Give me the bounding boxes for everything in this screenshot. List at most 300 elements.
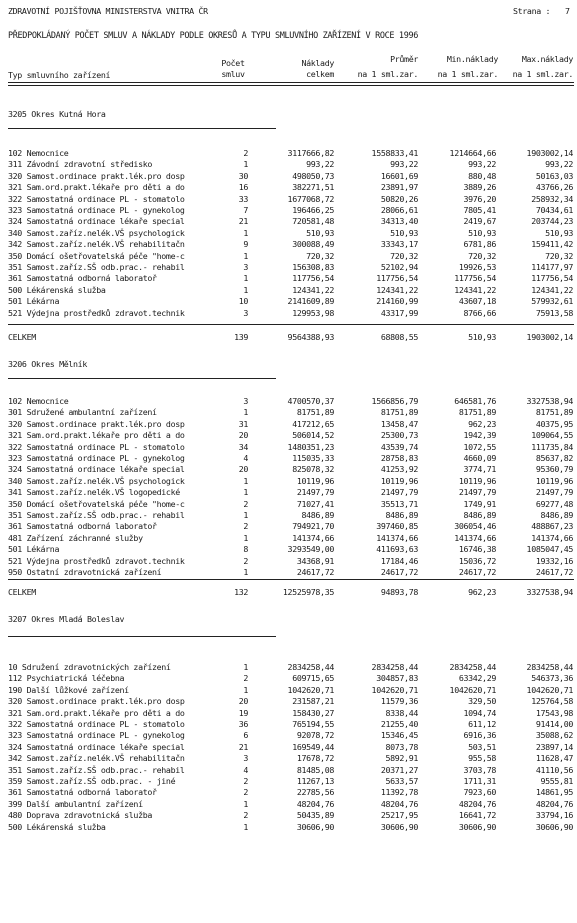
cell-count: 31 [238, 419, 248, 429]
table-row [0, 673, 577, 683]
cell-name: 320 Samost.ordinace prakt.lék.pro dosp [8, 419, 185, 429]
cell-max: 159411,42 [531, 239, 573, 249]
cell-total: 124341,22 [292, 285, 334, 295]
cell-max: 95360,79 [535, 464, 573, 474]
cell-avg: 11579,36 [380, 696, 418, 706]
cell-avg: 510,93 [390, 228, 418, 238]
total-label: CELKEM [8, 332, 36, 342]
cell-name: 322 Samostatná ordinace PL - stomatolo [8, 719, 185, 729]
cell-name: 190 Další lůžkové zařízení [8, 685, 129, 695]
cell-count: 1 [243, 510, 248, 520]
cell-min: 1072,55 [463, 442, 496, 452]
table-row [0, 148, 577, 158]
cell-name: 350 Domácí ošetřovatelská péče "home-c [8, 251, 185, 261]
cell-count: 1 [243, 476, 248, 486]
cell-count: 33 [238, 194, 248, 204]
cell-count: 1 [243, 251, 248, 261]
organization-name: ZDRAVOTNÍ POJIŠŤOVNA MINISTERSTVA VNITRA ČR [8, 6, 208, 16]
cell-max: 114177,97 [531, 262, 573, 272]
table-row [0, 182, 577, 192]
cell-count: 2 [243, 673, 248, 683]
cell-max: 35088,62 [535, 730, 573, 740]
column-header-max-line1: Max.náklady [521, 54, 573, 64]
cell-total: 11267,13 [296, 776, 334, 786]
cell-max: 40375,95 [535, 419, 573, 429]
table-row [0, 205, 577, 215]
cell-max: 117756,54 [531, 273, 573, 283]
table-row [0, 730, 577, 740]
cell-total: 3293549,00 [287, 544, 334, 554]
column-header-avg-line1: Průměr [390, 54, 418, 64]
table-row [0, 442, 577, 452]
cell-total: 158430,27 [292, 708, 334, 718]
cell-total: 30606,90 [296, 822, 334, 832]
cell-name: 361 Samostatná odborná laboratoř [8, 273, 157, 283]
cell-total: 34368,91 [296, 556, 334, 566]
cell-avg: 993,22 [390, 159, 418, 169]
cell-min: 3976,20 [463, 194, 496, 204]
cell-min: 10119,96 [458, 476, 496, 486]
cell-total: 196466,25 [292, 205, 334, 215]
cell-min: 3703,78 [463, 765, 496, 775]
cell-max: 125764,58 [531, 696, 573, 706]
cell-min: 124341,22 [454, 285, 496, 295]
cell-avg: 214160,99 [376, 296, 418, 306]
cell-avg: 1042620,71 [371, 685, 418, 695]
cell-total: 1677068,72 [287, 194, 334, 204]
header-double-rule [8, 82, 574, 86]
total-row [0, 587, 577, 597]
column-header-count-line1: Počet [221, 58, 245, 68]
cell-total: 1042620,71 [287, 685, 334, 695]
cell-min: 955,58 [468, 753, 496, 763]
cell-max: 10119,96 [535, 476, 573, 486]
cell-name: 342 Samost.zaříz.nelék.VŠ rehabilitačn [8, 753, 185, 763]
total-rule [8, 324, 574, 325]
cell-max: 1085047,45 [526, 544, 573, 554]
cell-avg: 720,32 [390, 251, 418, 261]
cell-min: 880,48 [468, 171, 496, 181]
table-row [0, 822, 577, 832]
cell-max: 258932,34 [531, 194, 573, 204]
cell-min: 510,93 [468, 228, 496, 238]
cell-avg: 13458,47 [380, 419, 418, 429]
cell-max: 91414,00 [535, 719, 573, 729]
table-row [0, 296, 577, 306]
cell-count: 4 [243, 453, 248, 463]
cell-avg: 21497,79 [380, 487, 418, 497]
cell-avg: 81751,89 [380, 407, 418, 417]
cell-count: 1 [243, 159, 248, 169]
cell-min: 329,50 [468, 696, 496, 706]
cell-min: 7923,60 [463, 787, 496, 797]
cell-total: 156308,83 [292, 262, 334, 272]
cell-total: 1480351,23 [287, 442, 334, 452]
cell-min: 7805,41 [463, 205, 496, 215]
cell-avg: 10119,96 [380, 476, 418, 486]
cell-avg: 8073,78 [385, 742, 418, 752]
cell-count: 34 [238, 442, 248, 452]
cell-name: 950 Ostatní zdravotnická zařízení [8, 567, 162, 577]
cell-max: 50163,03 [535, 171, 573, 181]
cell-avg: 28758,83 [380, 453, 418, 463]
cell-name: 351 Samost.zaříz.SŠ odb.prac.- rehabil [8, 510, 185, 520]
cell-max: 30606,90 [535, 822, 573, 832]
table-row [0, 216, 577, 226]
cell-count: 20 [238, 464, 248, 474]
table-row [0, 239, 577, 249]
cell-avg: 41253,92 [380, 464, 418, 474]
table-row [0, 273, 577, 283]
cell-count: 3 [243, 396, 248, 406]
table-row [0, 685, 577, 695]
total-max: 1903002,14 [526, 332, 573, 342]
cell-count: 6 [243, 730, 248, 740]
cell-max: 8486,89 [540, 510, 573, 520]
cell-max: 17543,98 [535, 708, 573, 718]
cell-avg: 5892,91 [385, 753, 418, 763]
table-row [0, 533, 577, 543]
cell-total: 498050,73 [292, 171, 334, 181]
cell-avg: 23891,97 [380, 182, 418, 192]
cell-min: 1042620,71 [449, 685, 496, 695]
cell-min: 611,12 [468, 719, 496, 729]
cell-avg: 43317,99 [380, 308, 418, 318]
cell-total: 92078,72 [296, 730, 334, 740]
table-row [0, 194, 577, 204]
column-header-max-line2: na 1 sml.zar. [512, 69, 573, 79]
cell-total: 129953,98 [292, 308, 334, 318]
table-row [0, 742, 577, 752]
total-avg: 68808,55 [380, 332, 418, 342]
cell-count: 2 [243, 499, 248, 509]
table-row [0, 453, 577, 463]
cell-total: 50435,89 [296, 810, 334, 820]
cell-avg: 52102,94 [380, 262, 418, 272]
total-row [0, 332, 577, 342]
cell-avg: 1558833,41 [371, 148, 418, 158]
cell-min: 16641,72 [458, 810, 496, 820]
total-count: 139 [234, 332, 248, 342]
cell-avg: 35513,71 [380, 499, 418, 509]
table-row [0, 521, 577, 531]
table-row [0, 308, 577, 318]
cell-total: 417212,65 [292, 419, 334, 429]
cell-total: 231587,21 [292, 696, 334, 706]
table-row [0, 430, 577, 440]
table-row [0, 159, 577, 169]
cell-min: 2834258,44 [449, 662, 496, 672]
table-row [0, 510, 577, 520]
section-rule [8, 378, 276, 379]
cell-max: 1042620,71 [526, 685, 573, 695]
cell-count: 19 [238, 708, 248, 718]
cell-name: 361 Samostatná odborná laboratoř [8, 787, 157, 797]
cell-count: 3 [243, 262, 248, 272]
cell-count: 2 [243, 776, 248, 786]
cell-min: 306054,46 [454, 521, 496, 531]
cell-total: 48204,76 [296, 799, 334, 809]
cell-min: 1711,31 [463, 776, 496, 786]
cell-count: 2 [243, 521, 248, 531]
table-row [0, 556, 577, 566]
cell-avg: 20371,27 [380, 765, 418, 775]
cell-max: 11628,47 [535, 753, 573, 763]
cell-total: 993,22 [306, 159, 334, 169]
cell-count: 21 [238, 216, 248, 226]
cell-count: 8 [243, 544, 248, 554]
cell-min: 1214664,66 [449, 148, 496, 158]
cell-max: 75913,58 [535, 308, 573, 318]
cell-name: 500 Lékárenská služba [8, 285, 106, 295]
cell-max: 48204,76 [535, 799, 573, 809]
table-row [0, 776, 577, 786]
total-min: 962,23 [468, 587, 496, 597]
cell-count: 10 [238, 296, 248, 306]
cell-total: 71027,41 [296, 499, 334, 509]
cell-max: 70434,61 [535, 205, 573, 215]
cell-max: 1903002,14 [526, 148, 573, 158]
cell-max: 488867,23 [531, 521, 573, 531]
cell-min: 720,32 [468, 251, 496, 261]
cell-min: 19926,53 [458, 262, 496, 272]
cell-max: 9555,81 [540, 776, 573, 786]
cell-avg: 21255,40 [380, 719, 418, 729]
cell-min: 1749,91 [463, 499, 496, 509]
cell-min: 8766,66 [463, 308, 496, 318]
cell-total: 141374,66 [292, 533, 334, 543]
cell-avg: 5633,57 [385, 776, 418, 786]
column-header-cost-line1: Náklady [301, 58, 334, 68]
cell-name: 321 Sam.ord.prakt.lékaře pro děti a do [8, 182, 185, 192]
cell-count: 16 [238, 182, 248, 192]
cell-min: 15036,72 [458, 556, 496, 566]
table-row [0, 567, 577, 577]
cell-total: 609715,65 [292, 673, 334, 683]
table-row [0, 787, 577, 797]
total-total: 12525978,35 [282, 587, 334, 597]
section-title: 3207 Okres Mladá Boleslav [8, 614, 125, 624]
cell-max: 24617,72 [535, 567, 573, 577]
cell-count: 1 [243, 533, 248, 543]
cell-min: 16746,38 [458, 544, 496, 554]
cell-max: 993,22 [545, 159, 573, 169]
cell-min: 993,22 [468, 159, 496, 169]
cell-avg: 397460,85 [376, 521, 418, 531]
table-row [0, 753, 577, 763]
cell-name: 342 Samost.zaříz.nelék.VŠ rehabilitačn [8, 239, 185, 249]
cell-count: 1 [243, 273, 248, 283]
cell-count: 1 [243, 662, 248, 672]
cell-count: 9 [243, 239, 248, 249]
cell-total: 825078,32 [292, 464, 334, 474]
cell-name: 10 Sdružení zdravotnických zařízení [8, 662, 171, 672]
cell-count: 1 [243, 799, 248, 809]
cell-name: 320 Samost.ordinace prakt.lék.pro dosp [8, 696, 185, 706]
cell-max: 81751,89 [535, 407, 573, 417]
cell-total: 81485,08 [296, 765, 334, 775]
report-title: PŘEDPOKLÁDANÝ POČET SMLUV A NÁKLADY PODLE OKRESŮ A TYPU SMLUVNÍHO ZAŘÍZENÍ V ROCE 1996 [8, 31, 418, 41]
cell-min: 3889,26 [463, 182, 496, 192]
cell-avg: 48204,76 [380, 799, 418, 809]
cell-min: 6781,86 [463, 239, 496, 249]
cell-avg: 25217,95 [380, 810, 418, 820]
cell-total: 10119,96 [296, 476, 334, 486]
cell-total: 300088,49 [292, 239, 334, 249]
table-row [0, 499, 577, 509]
cell-max: 23897,14 [535, 742, 573, 752]
cell-count: 1 [243, 685, 248, 695]
table-row [0, 765, 577, 775]
cell-max: 111735,84 [531, 442, 573, 452]
cell-min: 43607,18 [458, 296, 496, 306]
cell-max: 14861,95 [535, 787, 573, 797]
section-title: 3206 Okres Mělník [8, 359, 87, 369]
table-row [0, 696, 577, 706]
cell-avg: 30606,90 [380, 822, 418, 832]
cell-min: 141374,66 [454, 533, 496, 543]
cell-min: 646581,76 [454, 396, 496, 406]
cell-count: 1 [243, 487, 248, 497]
cell-name: 340 Samost.zaříz.nelék.VŠ psychologick [8, 228, 185, 238]
cell-name: 321 Sam.ord.prakt.lékaře pro děti a do [8, 708, 185, 718]
cell-avg: 16601,69 [380, 171, 418, 181]
cell-count: 30 [238, 171, 248, 181]
table-row [0, 228, 577, 238]
cell-min: 3774,71 [463, 464, 496, 474]
cell-avg: 11392,78 [380, 787, 418, 797]
column-header-type: Typ smluvního zařízení [8, 70, 111, 80]
cell-name: 350 Domácí ošetřovatelská péče "home-c [8, 499, 185, 509]
cell-avg: 34313,40 [380, 216, 418, 226]
table-row [0, 396, 577, 406]
cell-count: 2 [243, 556, 248, 566]
cell-min: 6916,36 [463, 730, 496, 740]
cell-avg: 25300,73 [380, 430, 418, 440]
section-rule [8, 128, 276, 129]
cell-total: 720581,48 [292, 216, 334, 226]
cell-max: 19332,16 [535, 556, 573, 566]
cell-max: 124341,22 [531, 285, 573, 295]
cell-name: 102 Nemocnice [8, 396, 69, 406]
cell-min: 1942,39 [463, 430, 496, 440]
cell-name: 323 Samostatná ordinace PL - gynekolog [8, 453, 185, 463]
cell-total: 115035,33 [292, 453, 334, 463]
cell-avg: 304857,83 [376, 673, 418, 683]
cell-avg: 50820,26 [380, 194, 418, 204]
cell-name: 324 Samostatná ordinace lékaře special [8, 216, 185, 226]
cell-count: 2 [243, 810, 248, 820]
column-header-cost-line2: celkem [306, 69, 334, 79]
cell-name: 321 Sam.ord.prakt.lékaře pro děti a do [8, 430, 185, 440]
cell-name: 322 Samostatná ordinace PL - stomatolo [8, 442, 185, 452]
cell-total: 382271,51 [292, 182, 334, 192]
cell-avg: 24617,72 [380, 567, 418, 577]
cell-min: 8486,89 [463, 510, 496, 520]
cell-name: 521 Výdejna prostředků zdravot.technik [8, 308, 185, 318]
cell-total: 22785,56 [296, 787, 334, 797]
cell-max: 3327538,94 [526, 396, 573, 406]
cell-max: 720,32 [545, 251, 573, 261]
cell-max: 579932,61 [531, 296, 573, 306]
cell-avg: 141374,66 [376, 533, 418, 543]
total-count: 132 [234, 587, 248, 597]
cell-max: 21497,79 [535, 487, 573, 497]
cell-avg: 43539,74 [380, 442, 418, 452]
cell-max: 85637,82 [535, 453, 573, 463]
cell-count: 20 [238, 430, 248, 440]
table-row [0, 799, 577, 809]
cell-count: 1 [243, 285, 248, 295]
cell-total: 24617,72 [296, 567, 334, 577]
total-avg: 94893,78 [380, 587, 418, 597]
cell-count: 1 [243, 822, 248, 832]
cell-avg: 2834258,44 [371, 662, 418, 672]
cell-min: 21497,79 [458, 487, 496, 497]
cell-avg: 411693,63 [376, 544, 418, 554]
cell-avg: 117756,54 [376, 273, 418, 283]
cell-count: 2 [243, 787, 248, 797]
cell-count: 1 [243, 407, 248, 417]
cell-total: 765194,55 [292, 719, 334, 729]
section-title: 3205 Okres Kutná Hora [8, 109, 106, 119]
cell-max: 203744,23 [531, 216, 573, 226]
cell-avg: 15346,45 [380, 730, 418, 740]
cell-min: 4660,09 [463, 453, 496, 463]
cell-min: 1094,74 [463, 708, 496, 718]
cell-avg: 124341,22 [376, 285, 418, 295]
cell-avg: 8338,44 [385, 708, 418, 718]
cell-total: 720,32 [306, 251, 334, 261]
cell-count: 1 [243, 228, 248, 238]
cell-total: 4700570,37 [287, 396, 334, 406]
cell-max: 141374,66 [531, 533, 573, 543]
cell-name: 399 Další ambulantní zařízení [8, 799, 143, 809]
page-number: 7 [565, 6, 570, 16]
cell-min: 962,23 [468, 419, 496, 429]
cell-total: 2834258,44 [287, 662, 334, 672]
total-rule [8, 579, 574, 580]
cell-max: 69277,48 [535, 499, 573, 509]
cell-min: 81751,89 [458, 407, 496, 417]
cell-min: 503,51 [468, 742, 496, 752]
cell-total: 117756,54 [292, 273, 334, 283]
cell-name: 324 Samostatná ordinace lékaře special [8, 464, 185, 474]
total-max: 3327538,94 [526, 587, 573, 597]
cell-total: 17678,72 [296, 753, 334, 763]
table-row [0, 407, 577, 417]
table-row [0, 810, 577, 820]
cell-name: 351 Samost.zaříz.SŠ odb.prac.- rehabil [8, 262, 185, 272]
cell-name: 301 Sdružené ambulantní zařízení [8, 407, 157, 417]
cell-total: 81751,89 [296, 407, 334, 417]
table-row [0, 487, 577, 497]
cell-name: 359 Samost.zaříz.SŠ odb.prac. - jiné [8, 776, 176, 786]
cell-min: 48204,76 [458, 799, 496, 809]
cell-max: 546373,36 [531, 673, 573, 683]
cell-name: 320 Samost.ordinace prakt.lék.pro dosp [8, 171, 185, 181]
cell-min: 30606,90 [458, 822, 496, 832]
section-rule [8, 636, 276, 637]
cell-avg: 28066,61 [380, 205, 418, 215]
cell-name: 323 Samostatná ordinace PL - gynekolog [8, 205, 185, 215]
cell-max: 43766,26 [535, 182, 573, 192]
cell-count: 1 [243, 567, 248, 577]
cell-name: 361 Samostatná odborná laboratoř [8, 521, 157, 531]
cell-name: 311 Závodní zdravotní středisko [8, 159, 152, 169]
cell-name: 102 Nemocnice [8, 148, 69, 158]
cell-name: 351 Samost.zaříz.SŠ odb.prac.- rehabil [8, 765, 185, 775]
